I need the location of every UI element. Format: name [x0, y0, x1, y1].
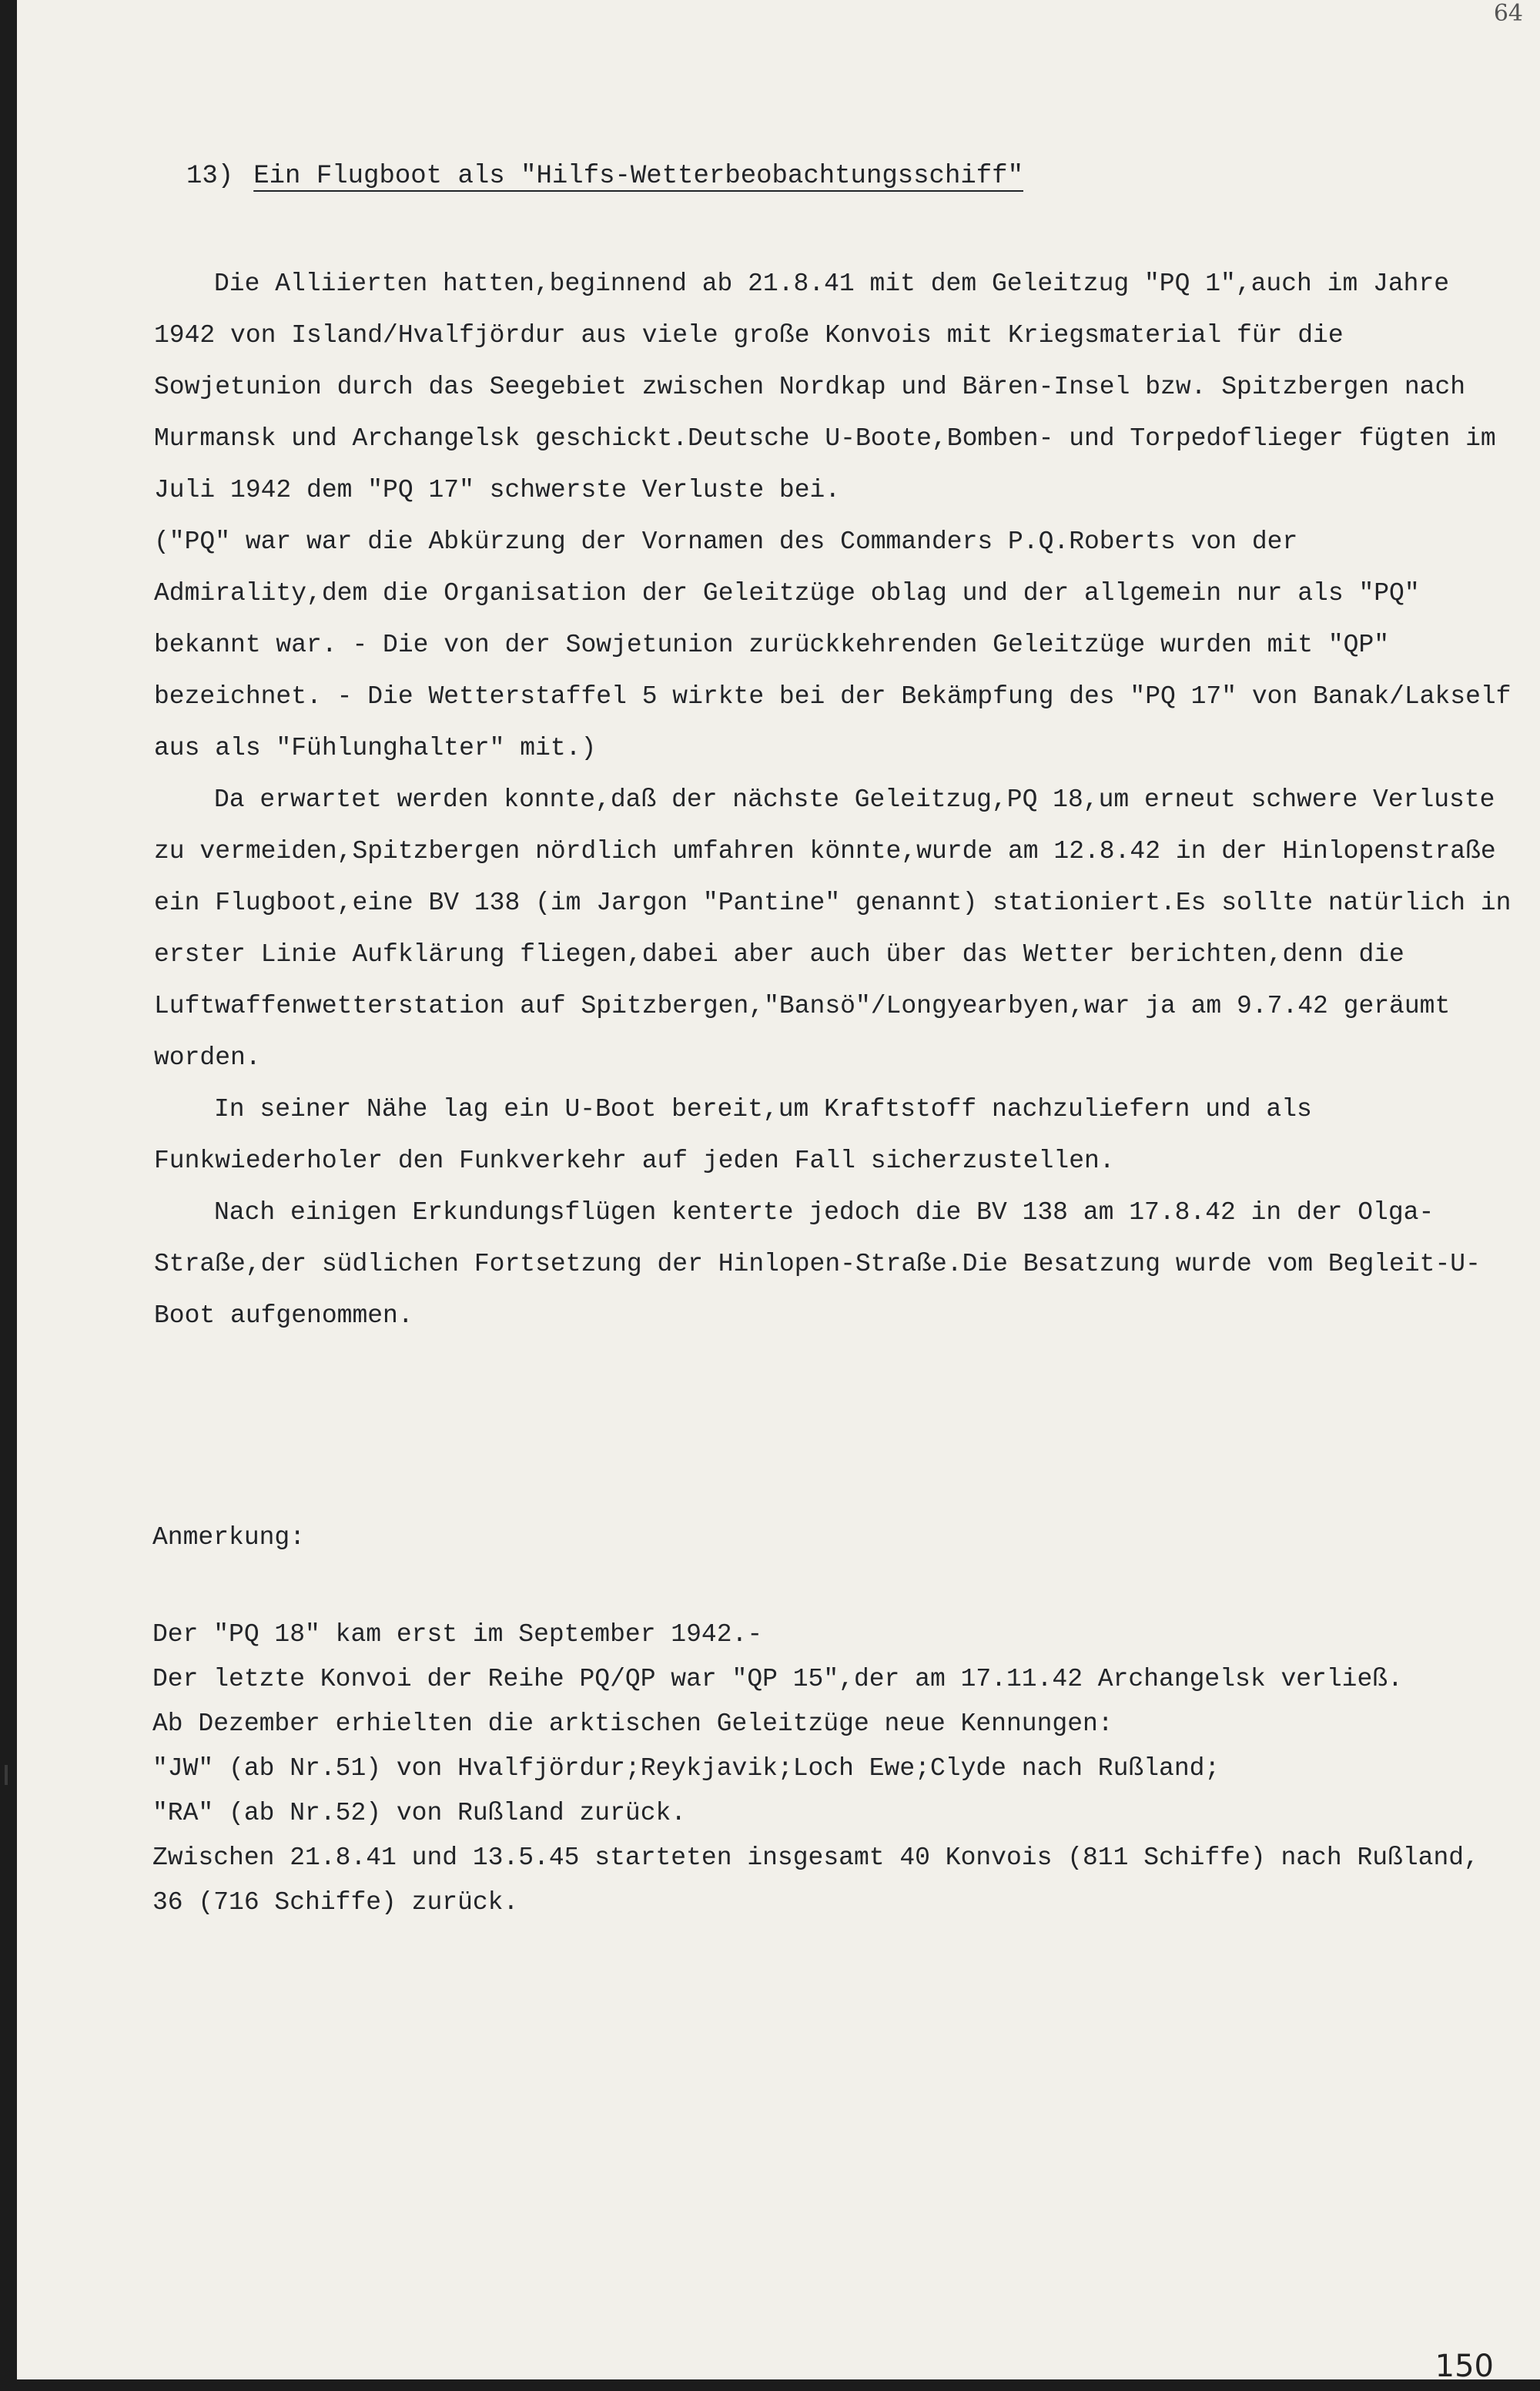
page-number: 150	[1435, 2349, 1494, 2379]
document-page	[17, 0, 1540, 2379]
paragraph-4: In seiner Nähe lag ein U-Boot bereit,um Kraftstoff nachzuliefern und als Funkwiederholer den Funkverkehr auf jeden Fall sicherzustellen.	[154, 1095, 1312, 1175]
note-text: Der "PQ 18" kam erst im September 1942.- Der letzte Konvoi der Reihe PQ/QP war "QP 15",der am 17.11.42 Archangelsk verließ. Ab Dezember erhielten die arktischen Geleitzüge neue Kennungen: "JW" (ab Nr.51) von Hvalfjördur;Reykjavik;Loch Ewe;Clyde nach Rußland; "RA" (ab Nr.52) von Rußland zurück. Zwischen 21.8.41 und 13.5.45 starteten insgesamt 40 Konvois (811 Schiffe) nach Rußland, 36 (716 Schiffe) zurück.	[152, 1620, 1479, 1917]
body-text	[154, 258, 1525, 1341]
note-section	[152, 1471, 1523, 1970]
note-label: Anmerkung:	[152, 1523, 306, 1552]
paragraph-2: ("PQ" war war die Abkürzung der Vornamen des Commanders P.Q.Roberts von der Admirality,dem die Organisation der Geleitzüge oblag und der allgemein nur als "PQ" bekannt war. - Die von der Sowjetunion zurückkehrenden Geleitzüge wurden mit "QP" bezeichnet. - Die Wetterstaffel 5 wirkte bei der Bekämpfung des "PQ 17" von Banak/Lakself aus als "Fühlunghalter" mit.)	[154, 527, 1512, 762]
paragraph-3: Da erwartet werden konnte,daß der nächste Geleitzug,PQ 18,um erneut schwere Verluste zu vermeiden,Spitzbergen nördlich umfahren könnte,wurde am 12.8.42 in der Hinlopenstraße ein Flugboot,eine BV 138 (im Jargon "Pantine" genannt) stationiert.Es sollte natürlich in erster Linie Aufklärung fliegen,dabei aber auch über das Wetter berichten,denn die Luftwaffenwetterstation auf Spitzbergen,"Bansö"/Longyearbyen,war ja am 9.7.42 geräumt worden.	[154, 785, 1512, 1072]
section-title: Ein Flugboot als "Hilfs-Wetterbeobachtungsschiff"	[253, 162, 1023, 191]
paragraph-1: Die Alliierten hatten,beginnend ab 21.8.41 mit dem Geleitzug "PQ 1",auch im Jahre 1942 von Island/Hvalfjördur aus viele große Konvois mit Kriegsmaterial für die Sowjetunion durch das Seegebiet zwischen Nordkap und Bären-Insel bzw. Spitzbergen nach Murmansk und Archangelsk geschickt.Deutsche U-Boote,Bomben- und Torpedoflieger fügten im Juli 1942 dem "PQ 17" schwerste Verluste bei.	[154, 270, 1496, 504]
section-number: 13)	[186, 162, 234, 191]
paragraph-5: Nach einigen Erkundungsflügen kenterte jedoch die BV 138 am 17.8.42 in der Olga-Straße,der südlichen Fortsetzung der Hinlopen-Straße.Die Besatzung wurde vom Begleit-U-Boot aufgenommen.	[154, 1198, 1481, 1330]
binding-mark	[5, 1765, 8, 1785]
section-heading	[186, 162, 1023, 191]
margin-annotation: 64	[1493, 0, 1523, 27]
